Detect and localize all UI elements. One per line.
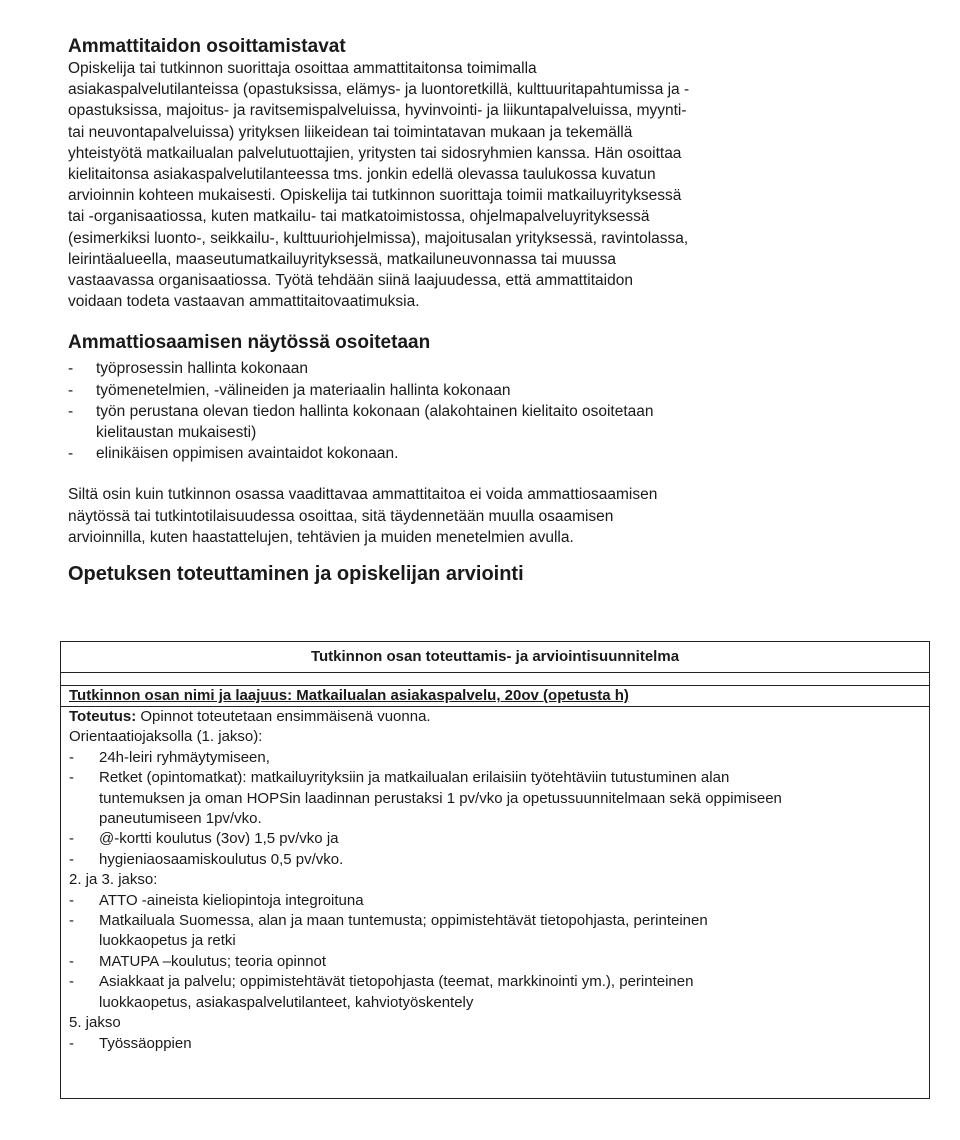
orientation-list-item [69,768,921,829]
section-title-competence-demonstration: Ammattiosaamisen näytössä osoitetaan [68,332,431,354]
list-item-text: elinikäisen oppimisen avaintaidot kokonaan. [96,445,399,463]
orientation-heading: Orientaatiojaksolla (1. jakso): [69,728,263,746]
toteutus-line [69,707,921,727]
bullet-dash: - [68,445,74,463]
list-item-text: ATTO -aineista kieliopintoja integroituna [99,891,364,909]
list-item-text: kielitaustan mukaisesti) [96,424,257,442]
list-item-text: @-kortti koulutus (3ov) 1,5 pv/vko ja [99,830,339,848]
plan-name-row [61,686,929,707]
bullet-dash: - [69,769,74,787]
period-5-list [69,1034,921,1054]
list-item-text: luokkaopetus, asiakaspalvelutilanteet, kahviotyöskentely [99,993,474,1011]
bullet-dash: - [69,973,74,991]
section-title-teaching-assessment: Opetuksen toteuttaminen ja opiskelijan arviointi [68,563,524,586]
competence-bullet-item [68,358,920,379]
implementation-plan-box [60,641,930,1099]
period-2-3-heading: 2. ja 3. jakso: [69,871,158,889]
list-item-text: hygieniaosaamiskoulutus 0,5 pv/vko. [99,850,344,868]
list-item-text: työn perustana olevan tiedon hallinta kokonaan (alakohtainen kielitaito osoitetaan [96,402,654,420]
period-5-heading: 5. jakso [69,1014,121,1032]
toteutus-label: Toteutus: [69,708,137,725]
competence-bullet-item [68,443,920,464]
text-line: opastuksissa, majoitus- ja ravitsemispalveluissa, hyvinvointi- ja liikuntapalveluissa, myynti- [68,102,687,120]
period-2-3-list-item [69,952,921,972]
period-2-3-list-item [69,911,921,952]
list-item-text: Retket (opintomatkat): matkailuyrityksiin ja matkailualan erilaisiin työtehtäviin tutustuminen alan [99,769,730,787]
bullet-dash: - [68,381,74,399]
text-line: voidaan todeta vastaavan ammattitaitovaatimuksia. [68,293,420,311]
competence-bullet-item [68,380,920,401]
plan-body [61,707,929,1054]
list-item-text: Matkailuala Suomessa, alan ja maan tuntemusta; oppimistehtävät tietopohjasta, perinteinen [99,912,708,930]
period-5-list-item [69,1034,921,1054]
list-item-text: MATUPA –koulutus; teoria opinnot [99,952,327,970]
bullet-dash: - [68,402,74,420]
plan-spacer-row [61,673,929,686]
bullet-dash: - [69,748,74,766]
text-line: yhteistyötä matkailualan palvelutuottajien, yritysten tai sidosryhmien kanssa. Hän osoittaa [68,144,682,162]
orientation-list-item [69,748,921,768]
bullet-dash: - [68,360,74,378]
plan-name-text: Tutkinnon osan nimi ja laajuus: Matkailualan asiakaspalvelu, 20ov (opetusta h) [69,687,629,704]
period-2-3-list [69,891,921,1013]
list-item-text: 24h-leiri ryhmäytymiseen, [99,748,270,766]
bullet-dash: - [69,912,74,930]
text-line: näytössä tai tutkintotilaisuudessa osoittaa, sitä täydennetään muulla osaamisen [68,507,614,525]
competence-bullet-item [68,401,920,443]
text-line: asiakaspalvelutilanteissa (opastuksissa, elämys- ja luontoretkillä, kulttuuritapahtumissa ja - [68,81,690,99]
list-item-text: Työssäoppien [99,1034,192,1052]
text-line: tai neuvontapalveluissa) yrityksen liikeidean tai toimintatavan mukaan ja tekemällä [68,123,633,141]
text-line: kielitaitonsa asiakaspalvelutilanteessa tms. jonkin edellä olevassa taulukossa kuvatun [68,166,656,184]
bullet-dash: - [69,891,74,909]
text-line: leirintäalueella, maaseutumatkailuyrityksessä, matkailuneuvonnassa tai muussa [68,250,616,268]
orientation-list-item [69,829,921,849]
bullet-dash: - [69,850,74,868]
section-paragraph-demonstration-methods [68,58,920,312]
text-line: Siltä osin kuin tutkinnon osassa vaadittavaa ammattitaitoa ei voida ammattiosaamisen [68,486,658,504]
list-item-text: paneutumiseen 1pv/vko. [99,810,262,828]
text-line: Opiskelija tai tutkinnon suorittaja osoittaa ammattitaitonsa toimimalla [68,60,537,77]
supplementary-assessment-paragraph [68,484,920,548]
competence-bullet-list [68,358,920,464]
plan-header: Tutkinnon osan toteuttamis- ja arviointisuunnitelma [61,642,929,673]
bullet-dash: - [69,830,74,848]
bullet-dash: - [69,1034,74,1052]
list-item-text: luokkaopetus ja retki [99,932,236,950]
text-line: (esimerkiksi luonto-, seikkailu-, kulttuuriohjelmissa), majoitusalan yrityksessä, ravintolassa, [68,229,689,247]
list-item-text: Asiakkaat ja palvelu; oppimistehtävät tietopohjasta (teemat, markkinointi ym.), perinteinen [99,973,694,991]
text-line: tai -organisaatiossa, kuten matkailu- tai matkatoimistossa, ohjelmapalveluyrityksessä [68,208,650,226]
section-title-demonstration-methods: Ammattitaidon osoittamistavat [68,36,346,57]
text-line: arvioinnin kohteen mukaisesti. Opiskelija tai tutkinnon suorittaja toimii matkailuyrityksessä [68,187,682,205]
list-item-text: tuntemuksen ja oman HOPSin laadinnan perustaksi 1 pv/vko ja opetussuunnitelmaan sekä oppimiseen [99,789,782,807]
period-2-3-list-item [69,891,921,911]
orientation-list [69,748,921,870]
list-item-text: työprosessin hallinta kokonaan [96,360,308,378]
period-2-3-list-item [69,972,921,1013]
text-line: vastaavassa organisaatiossa. Työtä tehdään siinä laajuudessa, että ammattitaidon [68,272,633,290]
bullet-dash: - [69,952,74,970]
orientation-list-item [69,850,921,870]
text-line: arvioinnilla, kuten haastattelujen, tehtävien ja muiden menetelmien avulla. [68,528,574,546]
toteutus-text: Opinnot toteutetaan ensimmäisenä vuonna. [136,708,431,725]
list-item-text: työmenetelmien, -välineiden ja materiaalin hallinta kokonaan [96,381,511,399]
